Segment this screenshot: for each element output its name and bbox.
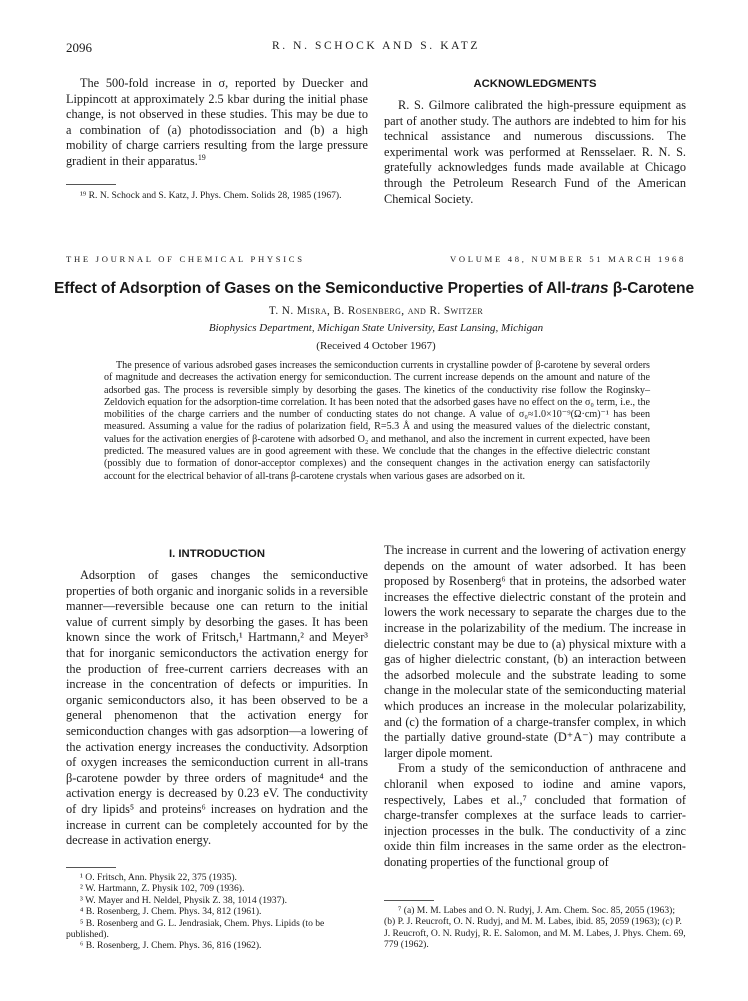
article-title: [40, 280, 708, 298]
footnote-6: ⁶ B. Rosenberg, J. Chem. Phys. 36, 816 (1962).: [80, 940, 262, 952]
footnote-1: ¹ O. Fritsch, Ann. Physik 22, 375 (1935).: [80, 872, 237, 883]
journal-name: THE JOURNAL OF CHEMICAL PHYSICS: [66, 254, 305, 264]
journal-volume: VOLUME 48, NUMBER 5: [450, 254, 597, 264]
article-affiliation: Biophysics Department, Michigan State University, East Lansing, Michigan: [208, 322, 544, 334]
intro-left-column: [66, 548, 368, 849]
acknowledgments-section: [384, 78, 686, 207]
abstract: The presence of various adsrobed gases increases the semiconduction currents in crystalline powder of β-carotene by several orders of magnitude and decreases the activation energy for semiconduction. The current increase depends on the amount and nature of the adsorbed gas. The process is reversible simply by desorbing the gases. The kinetics of the conductivity rise follow the Roginsky–Zeldovich equation for the adsorption-time correlation. It has been noted that the adsorbed gases have no effect on the σ₀ term, i.e., the mobilities of the charge carriers and the number of conducting states do not change. A value of σ₀≈1.0×10⁻⁹(Ω·cm)⁻¹ has been measured. Assuming a value for the radius of polarization field, R=5.3 Å and using the measured values of the dielectric constant, values for the activation energies of β-carotene with adsorbed O₂ and methanol, and also the increment in current expected, have been predicted. The measured values are in good agreement with these. We conclude that the changes in the effective dielectric constant (possibly due to formation of donor-acceptor complexes) and the consequent changes in the activation energy can satisfactorily account for the electrical behavior of all-trans β-carotene crystals when various gases are adsorbed on it.: [104, 360, 650, 482]
title-italic: trans: [570, 280, 609, 297]
intro-paragraph-1: Adsorption of gases changes the semiconductive properties of both organic and inorganic solids in a reversible manner—reversible because one can return to the initial value of current simply by desorbing the gases. It has been known since the work of Fritsch,¹ Hartmann,² and Meyer³ that for inorganic semiconductors the activation energy for the production of free-current carriers decreases with an increase in the concentration of defects or impurities. In organic semiconductors also, it has been observed to be a general phenomenon that the activation energy for semiconduction changes with gas adsorption—a lowering of the activation energy increases the conductivity. Adsorption of oxygen increases the semiconduction current in all-trans β-carotene powder by three orders of magnitude⁴ and the activation energy is decreased by 0.23 eV. The conductivity of dry lipids⁵ and proteins⁶ increases on hydration and the increase in current can be completely accounted for by the decrease in activation energy.: [66, 568, 368, 848]
footnote-4: ⁴ B. Rosenberg, J. Chem. Phys. 34, 812 (1961).: [80, 906, 262, 918]
intro-paragraph-3: From a study of the semiconduction of anthracene and chloranil when exposed to iodine and amine vapors, respectively, Labes et al.,⁷ concluded that formation of charge-transfer complexes at the surface leads to carrier-injection processes in the bulk. The conductivity of a zinc oxide thin film increases in the same order as the electron-donating properties of the functional group of: [384, 761, 686, 869]
running-head-authors: R. N. SCHOCK AND S. KATZ: [271, 40, 481, 52]
received-date: (Received 4 October 1967): [316, 340, 436, 352]
footnote-7: ⁷ (a) M. M. Labes and O. N. Rudyj, J. Am. Chem. Soc. 85, 2055 (1963); (b) P. J. Reucroft, O. N. Rudyj, and M. M. Labes, ibid. 85, 2059 (1963); (c) P. J. Reucroft, O. N. Rudyj, R. E. Salomon, and M. M. Labes, J. Phys. Chem. 69, 779 (1962).: [384, 905, 686, 951]
footnote-rule: [66, 184, 116, 185]
footnote-19: ¹⁹ R. N. Schock and S. Katz, J. Phys. Chem. Solids 28, 1985 (1967).: [80, 190, 342, 201]
intro-right-column: [384, 543, 686, 870]
journal-header: [66, 254, 686, 268]
page-number: 2096: [66, 40, 92, 55]
prev-article-footnote: [66, 190, 368, 201]
footnote-2: ² W. Hartmann, Z. Physik 102, 709 (1936).: [80, 883, 245, 895]
journal-date: 1 MARCH 1968: [596, 254, 686, 264]
prev-article-left-column: [66, 76, 368, 170]
footnote-5: ⁵ B. Rosenberg and G. L. Jendrasiak, Chem. Phys. Lipids (to be published).: [66, 917, 325, 941]
acknowledgments-text: R. S. Gilmore calibrated the high-pressure equipment as part of another study. The authors are indebted to him for his technical assistance and numerous discussions. The experimental work was performed at Rensselaer. R. N. S. gratefully acknowledges funds made available at Chicago through the Petroleum Research Fund of the American Chemical Society.: [384, 98, 686, 206]
intro-paragraph-2: The increase in current and the lowering of activation energy depends on the amount of water adsorbed. It has been proposed by Rosenberg⁶ that in proteins, the adsorbed water increases the effective dielectric constant of the protein and lowers the work necessary to separate the charges due to the increase in the polarizability of the medium. The increase in dielectric constant may be due to (a) physical mixture with a gas of higher dielectric constant, (b) an interaction between the adsorbed molecule and the substrate leading to some change in the molecular state of the semiconducting material which produces an increase in the molecular polarizability, and (c) the formation of a charge-transfer complex, in which the partially dative ground-state (D⁺A⁻) may contribute a larger dipole moment.: [384, 543, 686, 760]
prev-article-paragraph: The 500-fold increase in σ, reported by Duecker and Lippincott at approximately 2.5 kbar during the initial phase change, is not observed in these studies. This may be due to a combination of (a) photodissociation and (b) a high mobility of charge carriers resulting from the large pressure gradient in their apparatus.: [66, 76, 368, 168]
running-head: [66, 40, 686, 58]
footnote-rule-left: [66, 867, 116, 868]
prev-article-ref: 19: [197, 152, 206, 162]
title-text-end: β-Carotene: [608, 280, 695, 297]
article-authors: T. N. Misra, B. Rosenberg, and R. Switzer: [268, 305, 484, 317]
acknowledgments-heading: ACKNOWLEDGMENTS: [473, 78, 597, 90]
section-heading: I. INTRODUCTION: [168, 548, 266, 560]
footnotes-left: [66, 872, 368, 952]
footnote-rule-right: [384, 900, 434, 901]
title-text: Effect of Adsorption of Gases on the Semiconductive Properties of All-: [53, 280, 571, 297]
footnotes-right: [384, 905, 686, 951]
footnote-3: ³ W. Mayer and H. Neldel, Physik Z. 38, 1014 (1937).: [80, 894, 287, 906]
